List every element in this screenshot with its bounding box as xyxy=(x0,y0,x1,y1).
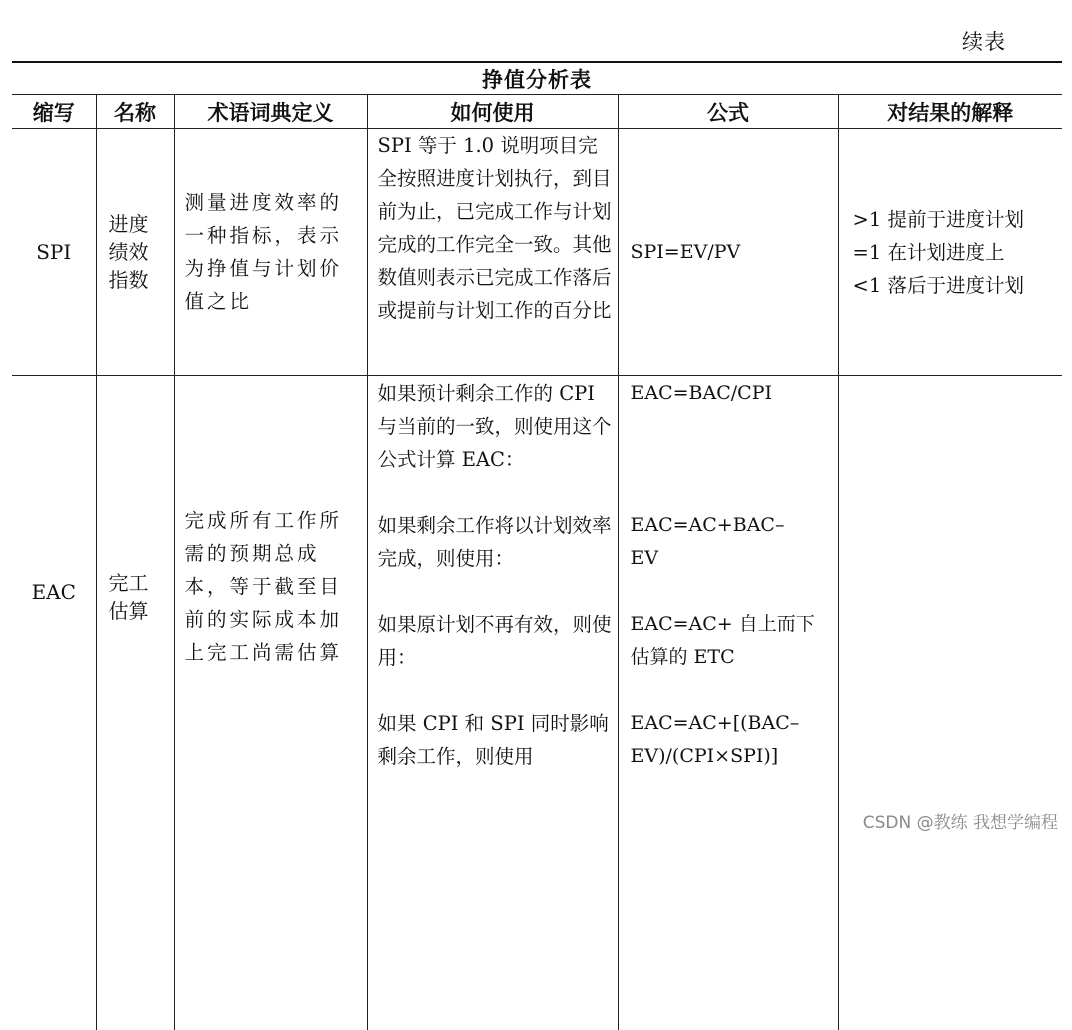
eac-usage-cell xyxy=(367,376,618,1030)
header-definition: 术语词典定义 xyxy=(174,95,367,129)
header-name: 名称 xyxy=(96,95,174,129)
spi-usage-cell xyxy=(367,129,618,376)
spi-formula: SPI=EV/PV xyxy=(619,236,838,269)
spi-usage: SPI 等于 1.0 说明项目完全按照进度计划执行，到目前为止，已完成工作与计划完成的工作完全一致。其他数值则表示已完成工作落后或提前与计划工作的百分比 xyxy=(368,129,618,327)
table-row-eac xyxy=(12,376,1062,1030)
watermark: CSDN @教练 我想学编程 xyxy=(863,808,1058,833)
eac-formula-cell xyxy=(618,376,838,1030)
eac-name-cell xyxy=(96,376,174,1030)
eac-usage-1: 如果预计剩余工作的 CPI 与当前的一致，则使用这个公式计算 EAC： xyxy=(378,377,612,476)
spi-interp-on: =1 在计划进度上 xyxy=(853,236,1057,269)
eac-name: 完工估算 xyxy=(97,376,157,625)
spi-definition: 测量进度效率的一种指标，表示为挣值与计划价值之比 xyxy=(175,186,367,318)
eac-formula-2: EAC=AC+BAC–EV xyxy=(631,509,811,575)
table-row-spi xyxy=(12,129,1062,376)
table-caption: 挣值分析表 xyxy=(12,63,1062,95)
spi-name-cell xyxy=(96,129,174,376)
table-header-row xyxy=(12,95,1062,129)
eac-formula-4: EAC=AC+[(BAC–EV)/(CPI×SPI)] xyxy=(631,707,821,773)
spi-interp-ahead: >1 提前于进度计划 xyxy=(853,203,1057,236)
header-abbr: 缩写 xyxy=(12,95,96,129)
eac-interpretation-cell xyxy=(838,376,1062,1030)
evm-table xyxy=(12,63,1062,1030)
header-formula: 公式 xyxy=(618,95,838,129)
header-interpretation: 对结果的解释 xyxy=(838,95,1062,129)
spi-abbr: SPI xyxy=(12,129,96,376)
eac-formula-3: EAC=AC+ 自上而下估算的 ETC xyxy=(631,608,821,674)
eac-usage-4: 如果 CPI 和 SPI 同时影响剩余工作，则使用 xyxy=(378,707,612,773)
continued-label: 续表 xyxy=(962,26,1006,56)
eac-usage-3: 如果原计划不再有效，则使用： xyxy=(378,608,612,674)
eac-definition: 完成所有工作所需的预期总成本，等于截至目前的实际成本加上完工尚需估算 xyxy=(175,376,367,669)
spi-interp-behind: <1 落后于进度计划 xyxy=(853,269,1057,302)
eac-formula-1: EAC=BAC/CPI xyxy=(631,377,828,410)
eac-definition-cell xyxy=(174,376,367,1030)
header-usage: 如何使用 xyxy=(367,95,618,129)
eac-usage-2: 如果剩余工作将以计划效率完成，则使用： xyxy=(378,509,612,575)
spi-definition-cell xyxy=(174,129,367,376)
spi-formula-cell xyxy=(618,129,838,376)
spi-name: 进度绩效指数 xyxy=(97,210,157,294)
eac-abbr: EAC xyxy=(12,376,96,1030)
spi-interpretation-cell xyxy=(838,129,1062,376)
